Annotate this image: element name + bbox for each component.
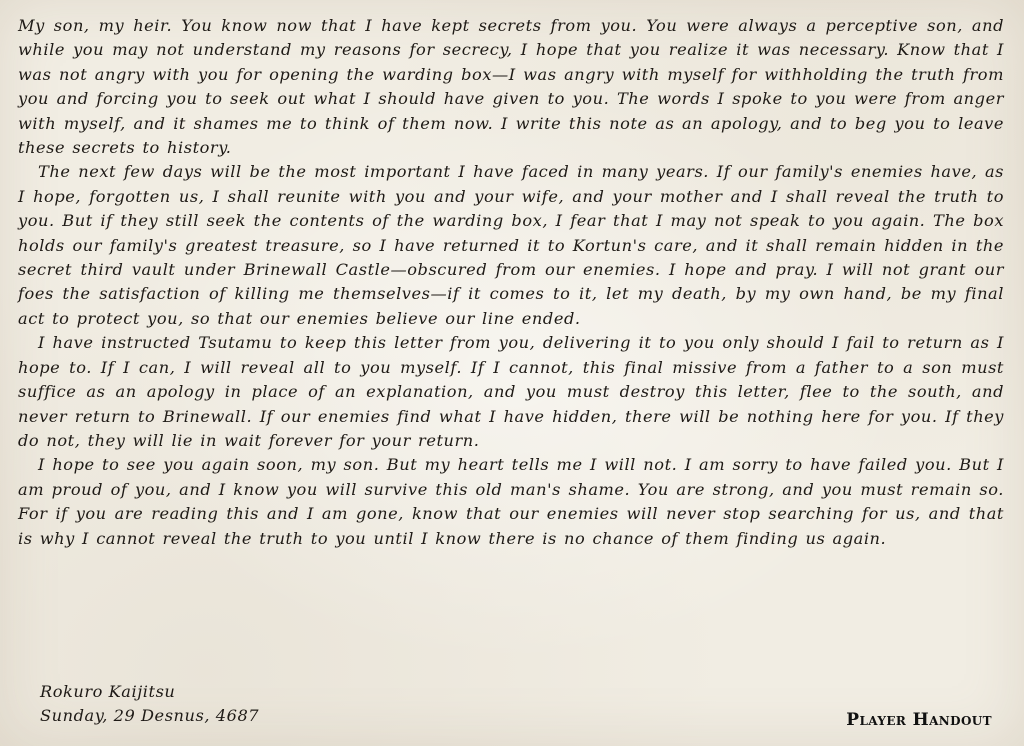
signature-date: Sunday, 29 Desnus, 4687: [40, 706, 260, 726]
letter-body: [18, 14, 1004, 551]
letter-paragraph-4: I hope to see you again soon, my son. But my heart tells me I will not. I am sorry to have failed you. But I am proud of you, and I know you will survive this old man's shame. You are strong, and you must remain so. For if you are reading this and I am gone, know that our enemies will never stop searching for us, and that is why I cannot reveal the truth to you until I know there is no chance of them finding us again.: [18, 455, 1004, 548]
signature-name: Rokuro Kaijitsu: [40, 682, 176, 701]
letter-paragraph-1: My son, my heir. You know now that I have kept secrets from you. You were always a perceptive son, and while you may not understand my reasons for secrecy, I hope that you realize it was necessary. Know that I was not angry with you for opening the warding box—I was angry with myself for withholding the truth from you and forcing you to seek out what I should have given to you. The words I spoke to you were from anger with myself, and it shames me to think of them now. I write this note as an apology, and to beg you to leave these secrets to history.: [18, 16, 1004, 158]
signature-block: [40, 680, 259, 729]
player-handout-label: Player Handout: [846, 710, 992, 730]
letter-paragraph-2: The next few days will be the most important I have faced in many years. If our family's enemies have, as I hope, forgotten us, I shall reunite with you and your wife, and your mother and I shall reveal the truth to you. But if they still seek the contents of the warding box, I fear that I may not speak to you again. The box holds our family's greatest treasure, so I have returned it to Kortun's care, and it shall remain hidden in the secret third vault under Brinewall Castle—obscured from our enemies. I hope and pray. I will not grant our foes the satisfaction of killing me themselves—if it comes to it, let my death, by my own hand, be my final act to protect you, so that our enemies believe our line ended.: [18, 162, 1004, 328]
letter-paragraph-3: I have instructed Tsutamu to keep this letter from you, delivering it to you only should I fail to return as I hope to. If I can, I will reveal all to you myself. If I cannot, this final missive from a father to a son must suffice as an apology in place of an explanation, and you must destroy this letter, flee to the south, and never return to Brinewall. If our enemies find what I have hidden, there will be nothing here for you. If they do not, they will lie in wait forever for your return.: [18, 333, 1004, 450]
